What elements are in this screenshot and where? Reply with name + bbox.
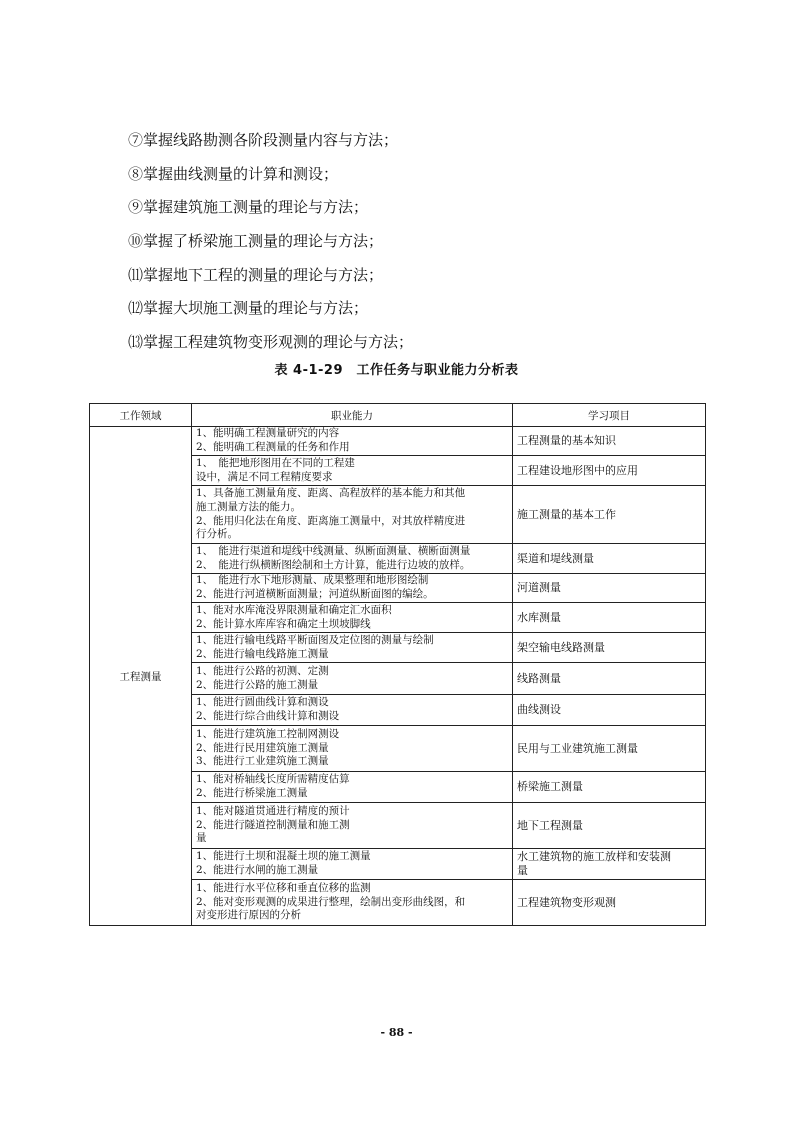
ability-line: 2、能进行桥梁施工测量 [196,787,308,799]
ability-line: 3、能进行工业建筑施工测量 [196,755,329,768]
ability-line: 2、能用归化法在角度、距离施工测量中，对其放样精度进 [196,514,466,527]
project-line: 施工测量的基本工作 [517,507,616,521]
ability-cell [192,663,513,695]
ability-line: 2、能进行综合曲线计算和测设 [196,710,340,722]
ability-cell [192,695,513,726]
ability-line: 1、能明确工程测量研究的内容 [196,427,340,440]
ability-line: 1、能对桥轴线长度所需精度估算 [196,773,350,786]
ability-analysis-table [89,403,706,926]
ability-line: 1、能进行建筑施工控制网测设 [196,728,340,741]
ability-line: 设中，满足不同工程精度要求 [196,470,333,483]
ability-cell [192,849,513,880]
project-cell [513,849,706,880]
project-cell [513,880,706,926]
ability-line: 2、能进行水闸的施工测量 [196,864,319,876]
project-line: 渠道和堤线测量 [517,551,594,565]
ability-line: 1、能进行输电线路平断面图及定位图的测量与绘制 [196,633,434,646]
ability-line: 2、能进行公路的施工测量 [196,678,319,691]
project-cell [513,574,706,603]
ability-line: 2、能对变形观测的成果进行整理，绘制出变形曲线图，和 [196,895,466,908]
ability-line: 1、能进行水平位移和垂直位移的监测 [196,882,371,895]
list-item: ⑨掌握建筑施工测量的理论与方法； [128,198,369,217]
project-cell [513,772,706,803]
project-line: 线路测量 [517,671,561,685]
work-domain-cell: 工程测量 [90,427,192,926]
project-line: 民用与工业建筑施工测量 [517,741,638,755]
ability-line: 2、能进行输电线路施工测量 [196,647,329,660]
project-cell [513,663,706,695]
ability-line: 1、能进行公路的初测、定测 [196,664,329,677]
ability-line: 2、能进行河道横断面测量；河道纵断面图的编绘。 [196,588,434,600]
ability-line: 对变形进行原因的分析 [196,909,301,922]
ability-cell [192,726,513,772]
project-cell [513,803,706,849]
ability-line: 1、能进行圆曲线计算和测设 [196,696,329,709]
ability-cell [192,772,513,803]
ability-line: 1、能进行土坝和混凝土坝的施工测量 [196,850,371,863]
project-line: 水工建筑物的施工放样和安装测 [517,850,671,863]
ability-line: 2、能明确工程测量的任务和作用 [196,441,350,453]
project-line: 地下工程测量 [517,818,583,832]
table-title: 表 4-1-29 工作任务与职业能力分析表 [274,363,519,378]
ability-line: 2、能进行隧道控制测量和施工测 [196,818,350,831]
table-row [90,427,706,456]
project-line: 曲线测设 [517,703,561,716]
header-vocational-ability: 职业能力 [192,404,513,427]
ability-cell [192,880,513,926]
project-cell [513,603,706,633]
ability-line: 施工测量方法的能力。 [196,500,301,513]
project-cell [513,726,706,772]
project-line: 工程建筑物变形观测 [517,895,616,909]
project-cell [513,456,706,486]
ability-line: 行分析。 [196,528,238,541]
ability-line: 1、 能把地形图用在不同的工程建 [196,456,355,469]
list-item: ⑦掌握线路勘测各阶段测量内容与方法； [128,131,399,149]
ability-cell [192,456,513,486]
table-header-row [90,404,706,427]
ability-cell [192,427,513,456]
project-line: 工程建设地形图中的应用 [517,463,638,477]
ability-line: 1、能对水库淹没界限测量和确定汇水面积 [196,603,392,616]
ability-line: 1、 能进行渠道和堤线中线测量、纵断面测量、横断面测量 [196,544,471,557]
project-line: 河道测量 [517,581,561,594]
list-item: ⑿掌握大坝施工测量的理论与方法； [128,299,369,318]
project-line: 架空输电线路测量 [517,640,605,654]
ability-cell [192,574,513,603]
objective-list [128,124,688,360]
project-cell [513,695,706,726]
list-item: ⒀掌握工程建筑物变形观测的理论与方法； [128,333,414,352]
list-item: ⑾掌握地下工程的测量的理论与方法； [128,265,384,284]
ability-line: 2、能计算水库库容和确定土坝坡脚线 [196,617,371,630]
ability-line: 量 [196,832,207,845]
project-line: 量 [517,864,528,877]
ability-cell [192,633,513,663]
project-cell [513,427,706,456]
header-learning-project: 学习项目 [513,404,706,427]
ability-cell [192,486,513,544]
project-line: 工程测量的基本知识 [517,434,616,447]
ability-line: 1、具备施工测量角度、距离、高程放样的基本能力和其他 [196,487,466,500]
ability-cell [192,544,513,574]
page-number: - 88 - [380,1026,413,1039]
project-line: 桥梁施工测量 [517,780,583,793]
project-cell [513,486,706,544]
list-item: ⑧掌握曲线测量的计算和测设； [128,164,339,183]
header-work-domain: 工作领域 [90,404,192,427]
ability-cell [192,603,513,633]
ability-line: 2、能进行民用建筑施工测量 [196,741,329,754]
ability-cell [192,803,513,849]
ability-line: 2、 能进行纵横断图绘制和土方计算，能进行边坡的放样。 [196,558,471,571]
ability-line: 1、能对隧道贯通进行精度的预计 [196,805,350,818]
project-cell [513,544,706,574]
project-line: 水库测量 [517,610,561,624]
list-item: ⑩掌握了桥梁施工测量的理论与方法； [128,232,384,251]
project-cell [513,633,706,663]
ability-line: 1、 能进行水下地形测量、成果整理和地形图绘制 [196,574,429,587]
